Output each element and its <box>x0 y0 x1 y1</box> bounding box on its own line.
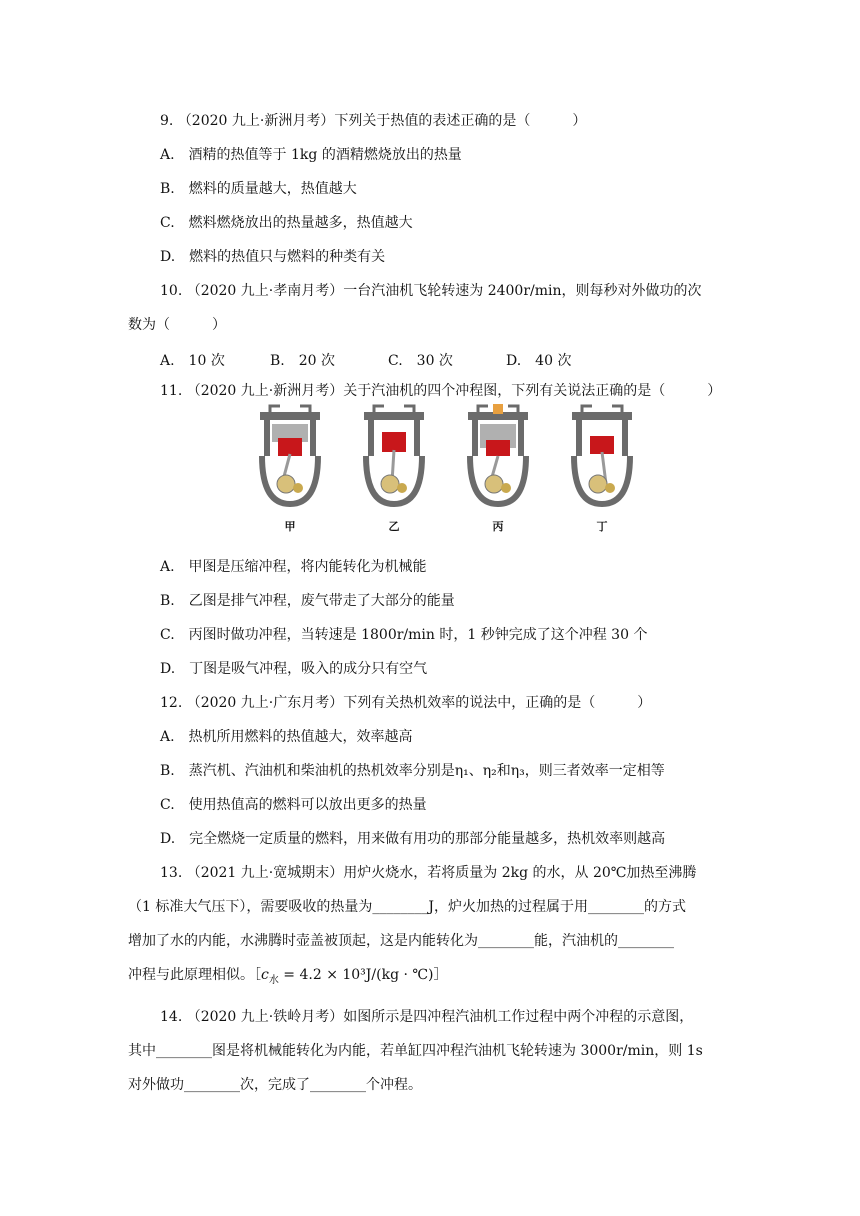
figure-label-ding: 丁 <box>596 520 608 533</box>
formula-subscript-water: 水 <box>268 974 279 986</box>
q11-stem: 11. （2020 九上·新洲月考）关于汽油机的四个冲程图，下列有关说法正确的是（ ） <box>160 383 722 399</box>
specific-heat-formula <box>261 967 434 986</box>
figure-label-bing: 丙 <box>492 520 504 533</box>
q9-option-b: B. 燃料的质量越大，热值越大 <box>160 181 357 197</box>
engine-diagram-yi <box>356 404 432 514</box>
q9-option-a: A. 酒精的热值等于 1kg 的酒精燃烧放出的热量 <box>160 147 462 163</box>
q13-line3: 增加了水的内能，水沸腾时壶盖被顶起，这是内能转化为________能，汽油机的________ <box>128 933 674 949</box>
q13-line4-suffix: ］ <box>433 967 448 983</box>
engine-figure-bing <box>460 404 536 534</box>
q11-option-d: D. 丁图是吸气冲程，吸入的成分只有空气 <box>160 661 428 677</box>
q10-option-d: D. 40 次 <box>506 353 572 369</box>
q12-option-b: B. 蒸汽机、汽油机和柴油机的热机效率分别是η₁、η₂和η₃，则三者效率一定相等 <box>160 763 665 779</box>
q13-line2: （1 标准大气压下），需要吸收的热量为________J，炉火加热的过程属于用________的方式 <box>128 899 686 915</box>
q9-stem: 9. （2020 九上·新洲月考）下列关于热值的表述正确的是（ ） <box>160 113 587 129</box>
q12-option-d: D. 完全燃烧一定质量的燃料，用来做有用功的那部分能量越多，热机效率则越高 <box>160 831 666 847</box>
q10-option-b: B. 20 次 <box>270 353 336 369</box>
q13-line4-prefix: 冲程与此原理相似。［ <box>128 967 261 983</box>
q11-option-c: C. 丙图时做功冲程，当转速是 1800r/min 时，1 秒钟完成了这个冲程 30 个 <box>160 627 648 643</box>
q10-option-a: A. 10 次 <box>160 353 225 369</box>
q14-line3: 对外做功________次，完成了________个冲程。 <box>128 1077 422 1093</box>
engine-figure-yi <box>356 404 432 534</box>
q9-option-d: D. 燃料的热值只与燃料的种类有关 <box>160 249 386 265</box>
engine-diagram-jia <box>252 404 328 514</box>
engine-figure-ding <box>564 404 640 534</box>
q14-line2: 其中________图是将机械能转化为内能，若单缸四冲程汽油机飞轮转速为 3000r/min，则 1s <box>128 1043 703 1059</box>
engine-diagram-ding <box>564 404 640 514</box>
q10-stem-line1: 10. （2020 九上·孝南月考）一台汽油机飞轮转速为 2400r/min，则每秒对外做功的次 <box>160 283 702 299</box>
q11-option-b: B. 乙图是排气冲程，废气带走了大部分的能量 <box>160 593 455 609</box>
formula-c: c <box>261 967 269 983</box>
figure-label-jia: 甲 <box>284 520 296 533</box>
q12-option-a: A. 热机所用燃料的热值越大，效率越高 <box>160 729 413 745</box>
q12-option-c: C. 使用热值高的燃料可以放出更多的热量 <box>160 797 427 813</box>
q9-option-c: C. 燃料燃烧放出的热量越多，热值越大 <box>160 215 413 231</box>
formula-value: = 4.2 × 10³J/(kg · ℃) <box>278 967 434 983</box>
engine-diagram-bing <box>460 404 536 514</box>
engine-stroke-figures <box>252 404 632 534</box>
q12-stem: 12. （2020 九上·广东月考）下列有关热机效率的说法中，正确的是（ ） <box>160 695 652 711</box>
figure-label-yi: 乙 <box>388 520 400 533</box>
q10-option-c: C. 30 次 <box>388 353 453 369</box>
q13-line4 <box>128 968 448 986</box>
q11-option-a: A. 甲图是压缩冲程，将内能转化为机械能 <box>160 559 427 575</box>
q14-line1: 14. （2020 九上·铁岭月考）如图所示是四冲程汽油机工作过程中两个冲程的示意图， <box>160 1009 694 1025</box>
q13-line1: 13. （2021 九上·宽城期末）用炉火烧水，若将质量为 2kg 的水，从 20℃加热至沸腾 <box>160 865 697 881</box>
q10-stem-line2: 数为（ ） <box>128 317 226 333</box>
engine-figure-jia <box>252 404 328 534</box>
